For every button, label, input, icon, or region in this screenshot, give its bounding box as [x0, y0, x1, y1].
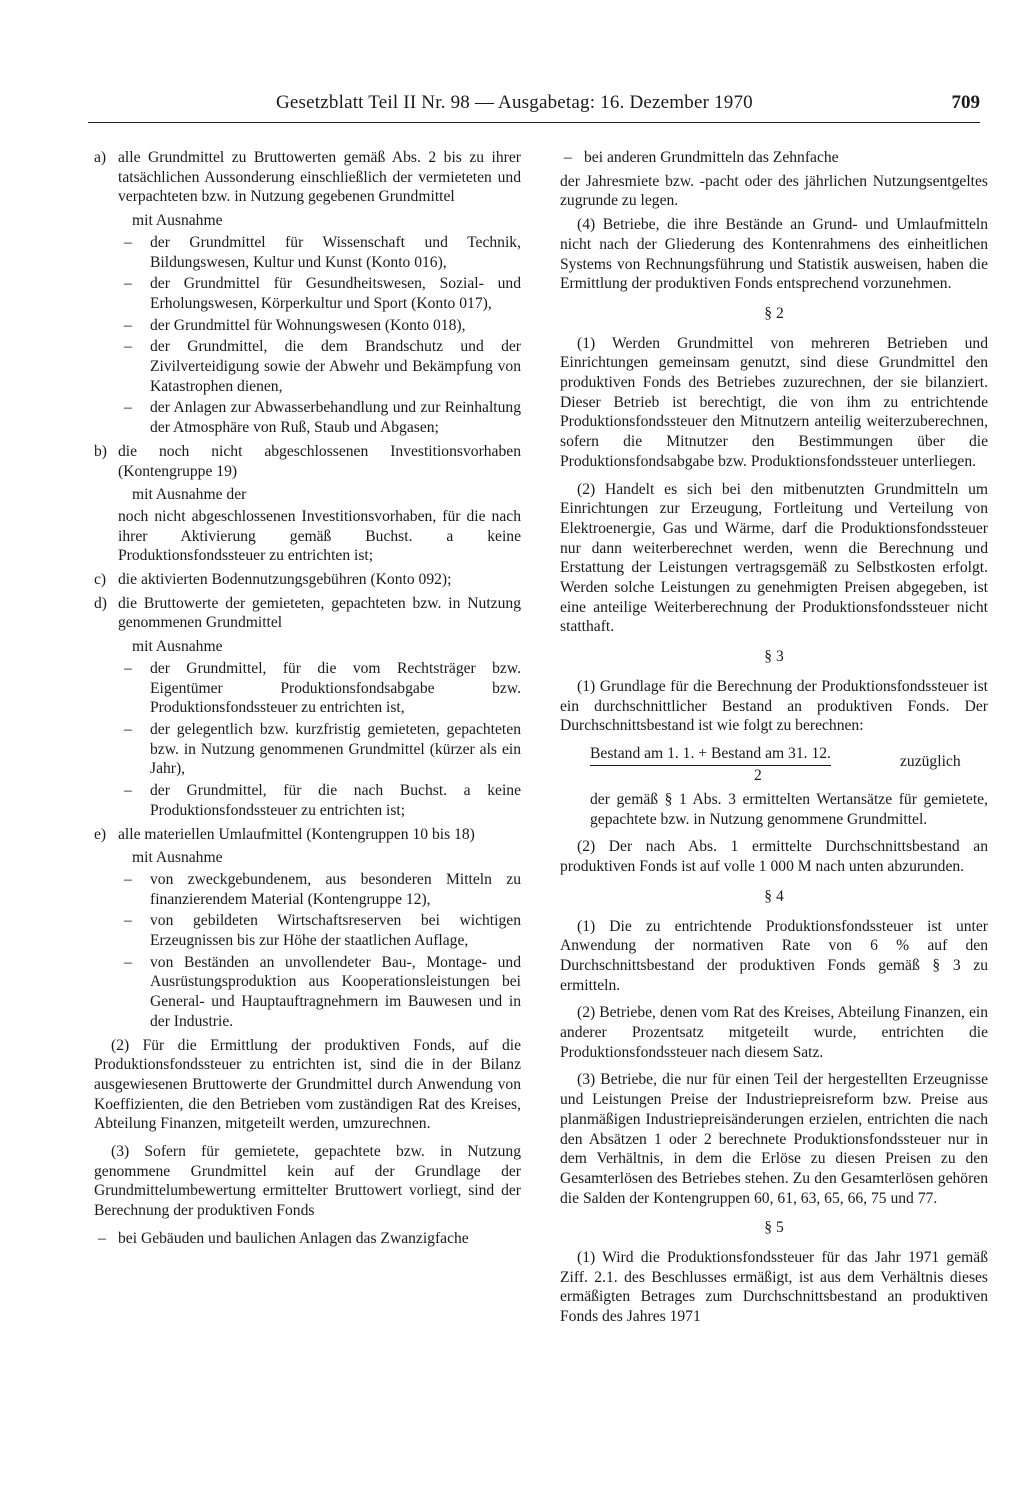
item-e-text: alle materiellen Umlaufmittel (Kontengruppen 10 bis 18)	[118, 825, 475, 843]
section-3-heading: § 3	[764, 648, 784, 666]
item-a	[94, 148, 521, 207]
item-a-exception-intro: mit Ausnahme	[132, 212, 223, 230]
list-item: – der Grundmittel, für die vom Rechtsträger bzw. Eigentümer Produktionsfondsabgabe bzw. Produktionsfondssteuer zu entrichten ist,	[150, 659, 521, 718]
item-d-exceptions	[94, 659, 521, 821]
continued-dash-item: – bei anderen Grundmitteln das Zehnfache	[560, 148, 988, 168]
page-number: 709	[951, 92, 980, 113]
item-e-exceptions	[94, 870, 521, 1032]
average-stock-formula	[560, 744, 988, 786]
section-4-paragraph-2: (2) Betriebe, denen vom Rat des Kreises, Abteilung Finanzen, ein anderer Prozentsatz mitgeteilt wurde, entrichten die Produktionsfondssteuer nach diesem Satz.	[560, 1004, 988, 1061]
item-c-label: c)	[94, 571, 107, 589]
paragraph-2: (2) Für die Ermittlung der produktiven Fonds, auf die Produktionsfondssteuer zu entrichten ist, sind die in der Bilanz ausgewiesenen Bruttowerte der Grundmittel durch Anwendung von Koeffizienten, die den Betrieben vom zuständigen Rat des Kreises, Abteilung Finanzen, mitgeteilt werden, umzurechnen.	[94, 1036, 521, 1133]
item-c-text: die aktivierten Bodennutzungsgebühren (Konto 092);	[118, 571, 452, 589]
section-5-paragraph-1: (1) Wird die Produktionsfondssteuer für das Jahr 1971 gemäß Ziff. 2.1. des Beschlusses ermäßigt, ist aus dem Verhältnis dieses ermäßigten Betrages zum Durchschnittsbestand an produktiven Fonds des Jahres 1971	[560, 1249, 988, 1326]
list-item: – der Grundmittel, für die nach Buchst. a keine Produktionsfondssteuer zu entrichten ist;	[150, 781, 521, 820]
item-d-exception-intro: mit Ausnahme	[132, 638, 223, 656]
item-b-text: die noch nicht abgeschlossenen Investitionsvorhaben (Kontengruppe 19)	[118, 442, 521, 480]
list-item: – von gebildeten Wirtschaftsreserven bei wichtigen Erzeugnissen bis zur Höhe der staatlichen Auflage,	[150, 911, 521, 950]
left-column	[94, 148, 521, 1253]
item-a-label: a)	[94, 149, 107, 166]
list-item: – der Anlagen zur Abwasserbehandlung und zur Reinhaltung der Atmosphäre von Ruß, Staub und Abgasen;	[150, 398, 521, 437]
item-b-exception-text: noch nicht abgeschlossenen Investitionsvorhaben, für die nach ihrer Aktivierung gemäß Buchst. a keine Produktionsfondssteuer zu entrichten ist;	[118, 507, 521, 565]
section-4-paragraph-1: (1) Die zu entrichtende Produktionsfondssteuer ist unter Anwendung der normativen Rate von 6 % auf den Durchschnittsbestand der produktiven Fonds gemäß § 3 zu ermitteln.	[560, 917, 988, 994]
item-b-label: b)	[94, 442, 107, 460]
paragraph-3: (3) Sofern für gemietete, gepachtete bzw. in Nutzung genommene Grundmittel kein auf der Grundlage der Grundmittelumbewertung ermittelter Bruttowert vorliegt, sind der Berechnung der produktiven Fonds	[94, 1143, 521, 1220]
formula-denominator: 2	[754, 766, 762, 784]
continued-text: der Jahresmiete bzw. -pacht oder des jährlichen Nutzungsentgeltes zugrunde zu legen.	[560, 172, 988, 210]
list-item: – der Grundmittel für Gesundheitswesen, Sozial- und Erholungswesen, Körperkultur und Sport (Konto 017),	[150, 274, 521, 313]
list-item: – der gelegentlich bzw. kurzfristig gemieteten, gepachteten bzw. in Nutzung genommenen Grundmittel (kürzer als ein Jahr),	[150, 720, 521, 779]
section-4-paragraph-3: (3) Betriebe, die nur für einen Teil der hergestellten Erzeugnisse und Leistungen Preise der Industriepreisreform bzw. Preise aus planmäßigen Industriepreisänderungen erzielen, entrichten die nach den Absätzen 1 oder 2 berechnete Produktionsfondssteuer nur in dem Verhältnis, in dem die Erlöse zu diesen Preisen zu den Gesamterlösen des Betriebes stehen. Zu den Gesamterlösen gehören die Salden der Kontengruppen 60, 61, 63, 65, 66, 75 und 77.	[560, 1071, 988, 1207]
section-2-paragraph-1: (1) Werden Grundmittel von mehreren Betrieben und Einrichtungen gemeinsam genutzt, sind diese Grundmittel den produktiven Fonds des Betriebes zuzurechnen, der sie bilanziert. Dieser Betrieb ist berechtigt, die von ihm zu entrichtende Produktionsfondssteuer den Mitnutzern anteilig weiterzuberechnen, sofern die Mitnutzer den Bestimmungen über die Produktionsfondsabgabe bzw. Produktionsfondssteuer unterliegen.	[560, 334, 988, 470]
header-title: Gesetzblatt Teil II Nr. 98 — Ausgabetag: 16. Dezember 1970	[276, 92, 753, 113]
page-header	[88, 86, 980, 123]
formula-numerator: Bestand am 1. 1. + Bestand am 31. 12.	[590, 744, 831, 766]
item-d-label: d)	[94, 594, 107, 612]
paragraph-3-dash-item: – bei Gebäuden und baulichen Anlagen das Zwanzigfache	[94, 1229, 521, 1249]
item-e-exception-intro: mit Ausnahme	[132, 849, 223, 867]
item-e	[94, 825, 521, 845]
list-item: – der Grundmittel für Wissenschaft und Technik, Bildungswesen, Kultur und Kunst (Konto 016),	[150, 233, 521, 272]
list-item: – der Grundmittel, die dem Brandschutz und der Zivilverteidigung sowie der Abwehr und Bekämpfung von Katastrophen dienen,	[150, 337, 521, 396]
item-d-text: die Bruttowerte der gemieteten, gepachteten bzw. in Nutzung genommenen Grundmittel	[118, 594, 521, 632]
list-item: – von zweckgebundenem, aus besonderen Mitteln zu finanzierendem Material (Kontengruppe 12),	[150, 870, 521, 909]
formula-suffix: zuzüglich	[900, 752, 961, 770]
list-item: – von Beständen an unvollendeter Bau-, Montage- und Ausrüstungsproduktion aus Kooperationsleistungen bei General- und Hauptauftragnehmern im Bauwesen und in der Industrie.	[150, 953, 521, 1032]
item-a-exceptions	[94, 233, 521, 438]
section-5-heading: § 5	[764, 1219, 784, 1237]
item-e-label: e)	[94, 825, 107, 843]
paragraph-4: (4) Betriebe, die ihre Bestände an Grund- und Umlaufmitteln nicht nach der Gliederung des Kontenrahmens des einheitlichen Systems von Rechnungsführung und Statistik ausweisen, haben die Ermittlung der produktiven Fonds entsprechend vorzunehmen.	[560, 216, 988, 293]
section-3-paragraph-1: (1) Grundlage für die Berechnung der Produktionsfondssteuer ist ein durchschnittlicher Bestand an produktiven Fonds. Der Durchschnittsbestand ist wie folgt zu berechnen:	[560, 677, 988, 735]
item-b-exception-intro: mit Ausnahme der	[132, 486, 247, 504]
formula-continuation: der gemäß § 1 Abs. 3 ermittelten Wertansätze für gemietete, gepachtete bzw. in Nutzung genommene Grundmittel.	[590, 790, 988, 828]
section-2-paragraph-2: (2) Handelt es sich bei den mitbenutzten Grundmitteln um Einrichtungen zur Erzeugung, Fortleitung und Verteilung von Elektroenergie, Gas und Wärme, darf die Produktionsfondssteuer nur dann weiterberechnet werden, wenn die Berechnung und Erstattung der Leistungen vertragsgemäß zu Selbstkosten erfolgt. Werden solche Leistungen zu genehmigten Preisen abgegeben, ist eine anteilige Weiterberechnung der Produktionsfondssteuer nicht statthaft.	[560, 480, 988, 636]
item-b	[94, 442, 521, 481]
section-3-paragraph-2: (2) Der nach Abs. 1 ermittelte Durchschnittsbestand an produktiven Fonds ist auf volle 1 000 M nach unten abzurunden.	[560, 838, 988, 876]
item-d	[94, 594, 521, 633]
item-c	[94, 570, 521, 590]
list-item: – der Grundmittel für Wohnungswesen (Konto 018),	[150, 316, 521, 336]
right-column	[560, 148, 988, 1335]
section-4-heading: § 4	[764, 887, 784, 905]
item-a-text: alle Grundmittel zu Bruttowerten gemäß Abs. 2 bis zu ihrer tatsächlichen Aussonderung einschließlich der vermieteten und verpachteten bzw. in Nutzung gegebenen Grundmittel	[118, 149, 521, 206]
section-2-heading: § 2	[764, 304, 784, 322]
